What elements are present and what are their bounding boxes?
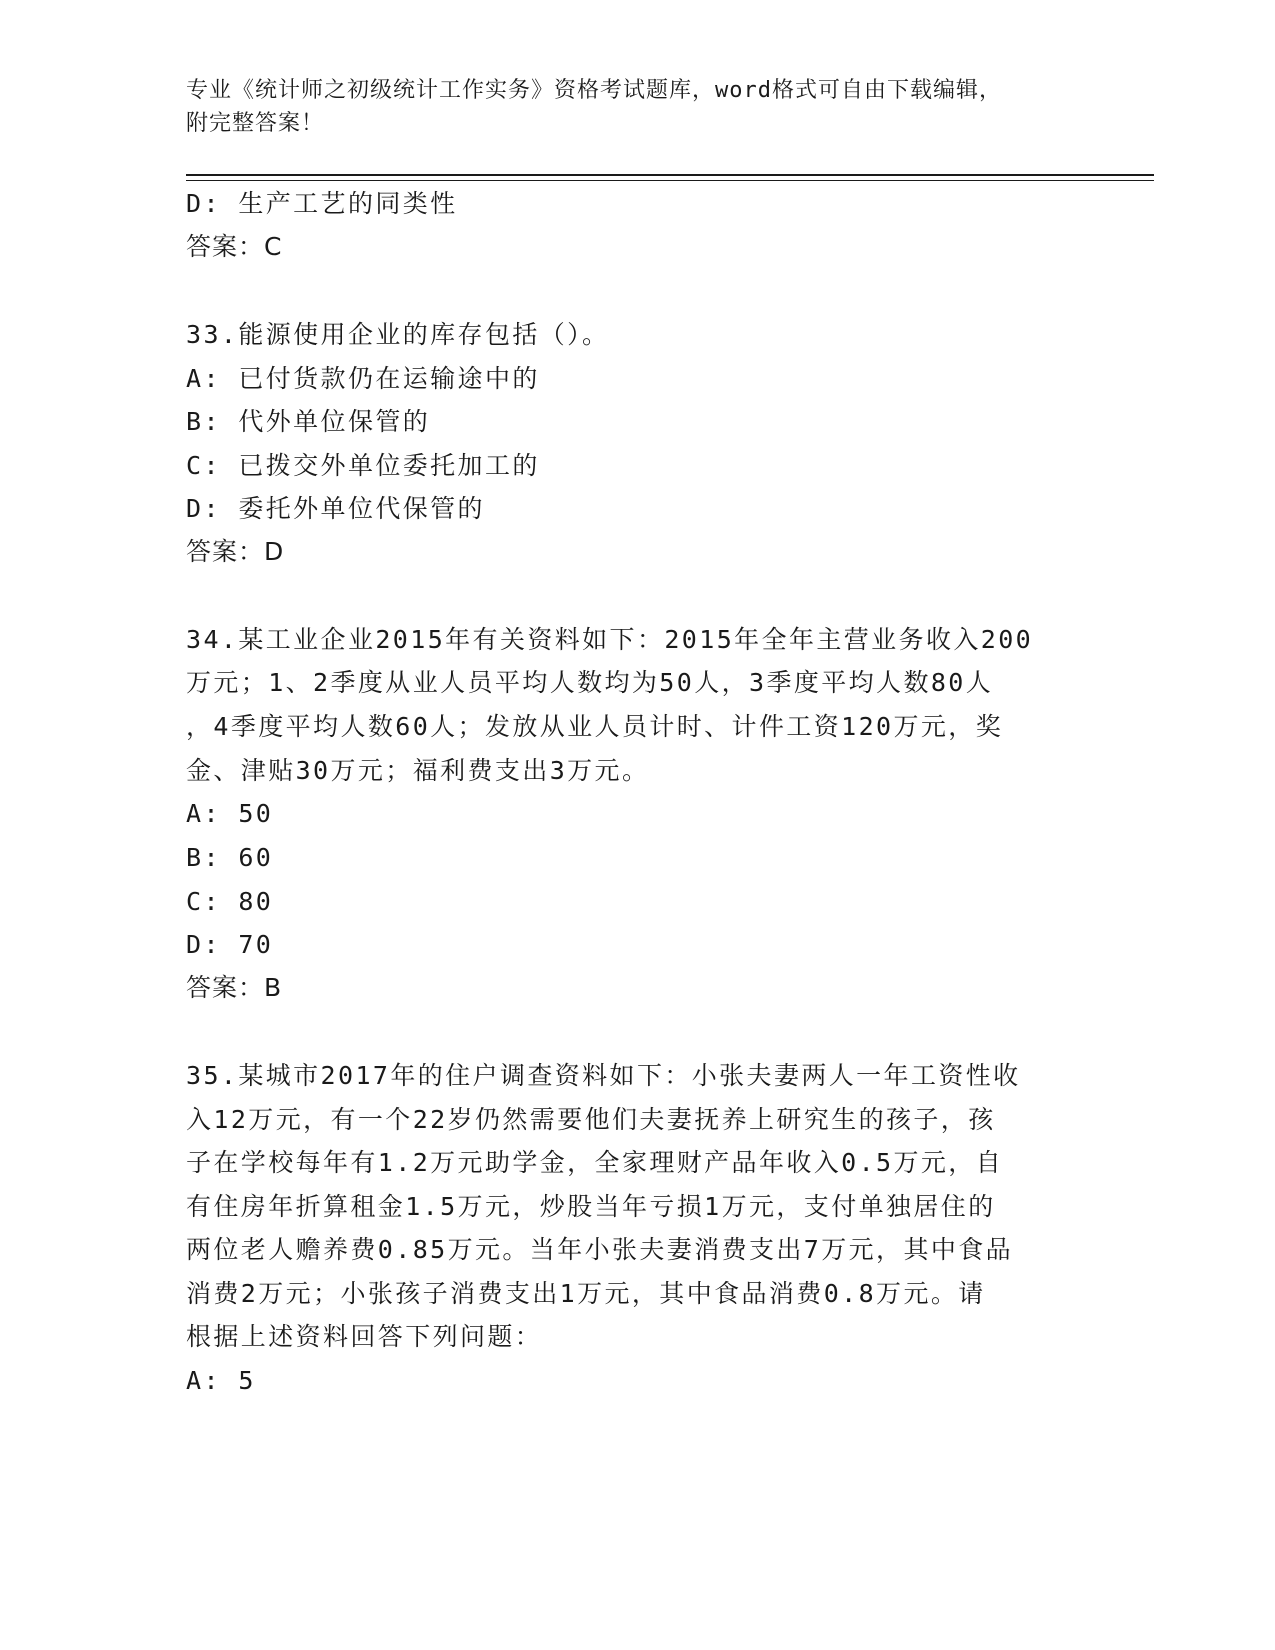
q35-stem-line-7: 根据上述资料回答下列问题：	[186, 1322, 543, 1351]
q34-option-a: A: 50	[186, 799, 274, 828]
q34-option-c: C: 80	[186, 887, 274, 916]
header-divider-thick	[186, 174, 1154, 176]
q35-stem-line-2: 入12万元，有一个22岁仍然需要他们夫妻抚养上研究生的孩子，孩	[186, 1105, 996, 1134]
q34-answer: 答案：B	[186, 973, 283, 1002]
q33-answer: 答案：D	[186, 537, 285, 566]
q35-stem-line-5: 两位老人赡养费0.85万元。当年小张夫妻消费支出7万元，其中食品	[186, 1235, 1014, 1264]
q33-option-d: D: 委托外单位代保管的	[186, 494, 485, 523]
q34-option-d: D: 70	[186, 930, 274, 959]
q34-stem-line-4: 金、津贴30万元；福利费支出3万元。	[186, 756, 650, 785]
q34-stem-line-1: 34.某工业企业2015年有关资料如下：2015年全年主营业务收入200	[186, 625, 1034, 654]
q35-option-a: A: 5	[186, 1366, 256, 1395]
q34-stem-line-3: ，4季度平均人数60人；发放从业人员计时、计件工资120万元，奖	[186, 712, 1004, 741]
q33-stem: 33.能源使用企业的库存包括（）。	[186, 320, 610, 349]
header-line-2: 附完整答案！	[186, 111, 325, 136]
q33-option-b: B: 代外单位保管的	[186, 407, 431, 436]
q33-option-c: C: 已拨交外单位委托加工的	[186, 451, 540, 480]
q34-option-b: B: 60	[186, 843, 274, 872]
q35-stem-line-6: 消费2万元；小张孩子消费支出1万元，其中食品消费0.8万元。请	[186, 1279, 986, 1308]
document-header	[186, 74, 1086, 140]
q32-option-d: D: 生产工艺的同类性	[186, 189, 458, 218]
q34-stem-line-2: 万元；1、2季度从业人员平均人数均为50人，3季度平均人数80人	[186, 668, 994, 697]
q33-option-a: A: 已付货款仍在运输途中的	[186, 364, 540, 393]
header-divider-thin	[186, 180, 1154, 181]
header-line-1: 专业《统计师之初级统计工作实务》资格考试题库，word格式可自由下载编辑，	[186, 78, 1002, 103]
q35-stem-line-1: 35.某城市2017年的住户调查资料如下：小张夫妻两人一年工资性收	[186, 1061, 1021, 1090]
q35-stem-line-4: 有住房年折算租金1.5万元，炒股当年亏损1万元，支付单独居住的	[186, 1192, 996, 1221]
q32-answer: 答案：C	[186, 232, 283, 261]
q35-stem-line-3: 子在学校每年有1.2万元助学金，全家理财产品年收入0.5万元，自	[186, 1148, 1004, 1177]
